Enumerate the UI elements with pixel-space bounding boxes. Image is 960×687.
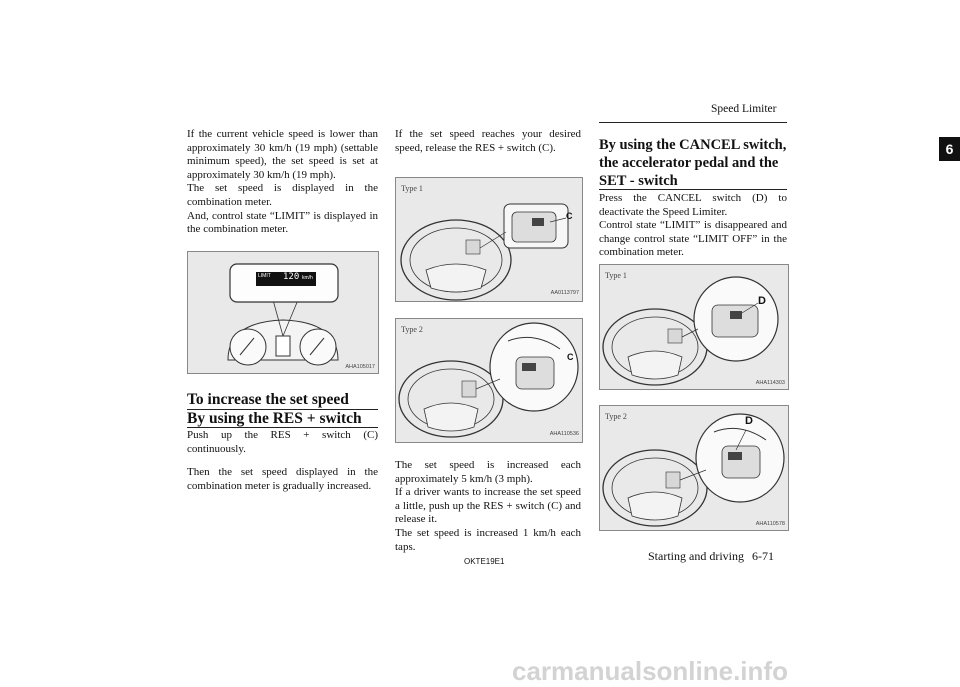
figure-code: AHA110578 [755,521,785,527]
type-label: Type 2 [605,412,627,421]
section-name: Starting and driving [648,549,744,563]
right-intro-text [599,192,787,260]
limit-indicator: LIMIT [258,273,271,279]
steering-figure-type1-cancel [599,264,789,390]
heading-increase-set-speed: To increase the set speed [187,391,349,408]
chapter-tab: 6 [939,137,960,161]
running-head: Speed Limiter [711,103,777,115]
speed-unit: km/h [302,275,313,281]
left-paragraph-2: The set speed is displayed in the combination meter. [187,182,378,208]
middle-intro-text [395,128,581,155]
heading-cancel-switch: By using the CANCEL switch, the accelerator pedal and the SET - switch [599,137,787,189]
middle-lower-text [395,459,581,554]
left-paragraph-4: Push up the RES + switch (C) continuously. [187,429,378,455]
figure-code: AA0113797 [550,290,579,296]
heading-rule-2 [187,427,378,428]
set-speed-readout: 120 [283,272,300,282]
middle-paragraph-2: The set speed is increased each approximately 5 km/h (3 mph). [395,459,581,485]
callout-c: C [567,352,574,362]
middle-paragraph-1: If the set speed reaches your desired speed, release the RES + switch (C). [395,128,581,154]
combination-meter-figure [187,251,379,374]
watermark: carmanualsonline.info [512,656,788,686]
middle-paragraph-4: The set speed is increased 1 km/h each taps. [395,526,581,553]
heading-res-switch: By using the RES + switch [187,410,362,427]
steering-wheel-illustration [396,178,582,301]
type-label: Type 2 [401,325,423,334]
figure-code: AHA110536 [549,431,579,437]
callout-d: D [758,295,766,307]
document-code: OKTE19E1 [464,557,505,566]
left-paragraph-3: And, control state “LIMIT” is displayed in the combination meter. [187,209,378,236]
combination-meter-illustration [188,252,378,373]
middle-paragraph-3: If a driver wants to increase the set speed a little, push up the RES + switch (C) and release it. [395,486,581,526]
page-number: 6-71 [752,549,774,563]
callout-c: C [566,211,573,221]
steering-wheel-illustration [396,319,582,442]
callout-d: D [745,415,753,427]
left-paragraph-5: Then the set speed displayed in the combination meter is gradually increased. [187,466,378,492]
header-rule [599,122,787,123]
type-label: Type 1 [401,184,423,193]
steering-figure-type1-res [395,177,583,302]
steering-wheel-illustration [600,265,788,389]
steering-figure-type2-cancel [599,405,789,531]
steering-wheel-illustration [600,406,788,530]
left-paragraph-1: If the current vehicle speed is lower than approximately 30 km/h (19 mph) (settable minimum speed), the set speed is set at approximately 30 km/h (19 mph). [187,128,378,181]
left-lower-text [187,429,378,493]
figure-code: AHA114303 [755,380,785,386]
type-label: Type 1 [605,271,627,280]
right-paragraph-2: Control state “LIMIT” is disappeared and change control state “LIMIT OFF” in the combination meter. [599,219,787,259]
right-paragraph-1: Press the CANCEL switch (D) to deactivate the Speed Limiter. [599,192,787,218]
left-intro-text [187,128,378,237]
heading-rule-3 [599,189,787,190]
figure-code: AHA105017 [345,364,375,370]
steering-figure-type2-res [395,318,583,443]
